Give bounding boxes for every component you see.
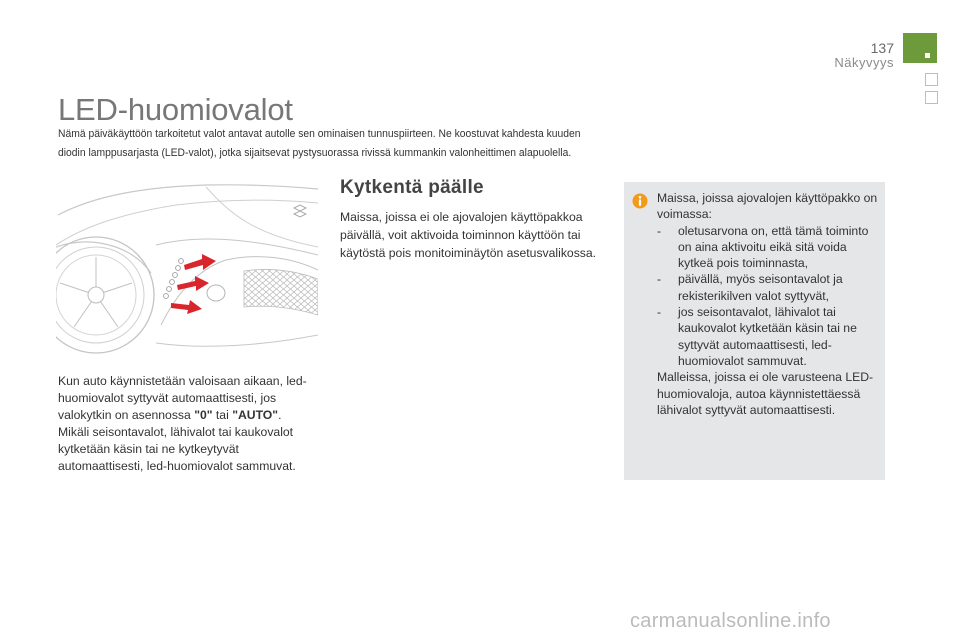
sub-heading: Kytkentä päälle [340, 177, 484, 198]
list-item: - päivällä, myös seisontavalot ja rekisterikilven valot syttyvät, [657, 272, 843, 303]
position-zero: "0" [194, 408, 213, 422]
left-column-text: Kun auto käynnistetään valoisaan aikaan, led-huomiovalot syttyvät automaattisesti, jos valokytkin on asennossa "0" tai "AUTO". Mikäli seisontavalot, lähivalot tai kaukovalot kytketään käsin tai ne kytkeytyvät automaattisesti, led-huomiovalot sammuvat. [58, 374, 307, 473]
watermark: carmanualsonline.info [630, 610, 831, 632]
info-outro: Malleissa, joissa ei ole varusteena LED-huomiovaloja, autoa käynnistettäessä lähivalot syttyvät automaattisesti. [657, 370, 874, 417]
arrow-icon [171, 300, 202, 314]
car-illustration [56, 175, 318, 360]
info-box [624, 182, 885, 480]
section-tab-marker [925, 53, 930, 58]
info-intro: Maissa, joissa ajovalojen käyttöpakko on voimassa: [657, 191, 878, 222]
list-item: - jos seisontavalot, lähivalot tai kaukovalot kytketään käsin tai ne syttyvät automaattisesti, led-huomiovalot sammuvat. [657, 305, 857, 368]
arrow-icon [184, 254, 216, 270]
info-icon [632, 193, 648, 209]
section-tab-empty [925, 91, 938, 104]
section-name: Näkyvyys [834, 55, 894, 70]
arrow-icon [177, 276, 209, 291]
section-tab-active [903, 33, 937, 63]
info-list [657, 223, 879, 370]
middle-column-text: Maissa, joissa ei ole ajovalojen käyttöpakkoa päivällä, voit aktivoida toiminnon käyttöön tai käytöstä pois monitoiminäytön asetusvalikossa. [340, 210, 597, 260]
page-number: 137 [870, 40, 894, 56]
page-title: LED-huomiovalot [58, 92, 293, 127]
position-auto: "AUTO" [232, 408, 279, 422]
list-item: - oletusarvona on, että tämä toiminto on aina aktivoitu eikä sitä voida kytkeä pois toiminnasta, [657, 223, 869, 271]
section-tab-empty [925, 73, 938, 86]
intro-text: Nämä päiväkäyttöön tarkoitetut valot antavat autolle sen ominaisen tunnuspiirteen. Ne koostuvat kahdesta kuuden diodin lamppusarjasta (LED-valot), jotka sijaitsevat pystysuorassa rivissä kummankin valonheittimen alapuolella. [58, 128, 581, 159]
